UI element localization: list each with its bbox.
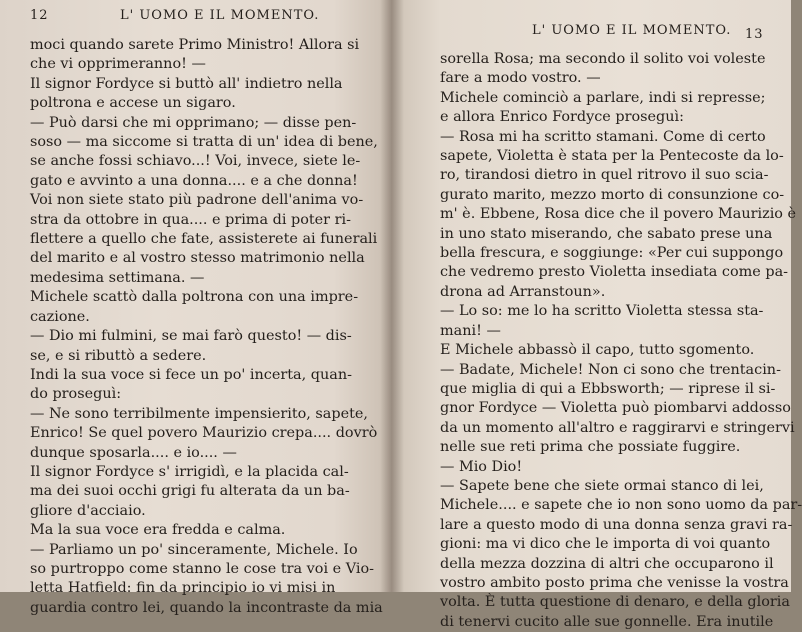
text-line: lare a questo modo di una donna senza gravi ra-	[440, 516, 793, 533]
text-line: e allora Enrico Fordyce proseguì:	[440, 109, 684, 126]
page-number-left: 12	[30, 8, 49, 23]
text-line: letta Hatfield: fin da principio io vi misi in	[30, 580, 336, 597]
text-line: Voi non siete stato più padrone dell'anima vo-	[30, 192, 364, 209]
text-line: medesima settimana. —	[30, 269, 205, 286]
text-line: gliore d'acciaio.	[30, 502, 146, 519]
text-line: m' è. Ebbene, Rosa dice che il povero Maurizio è	[440, 206, 797, 223]
text-line: — Può darsi che mi opprimano; — disse pen-	[30, 114, 357, 131]
text-line: moci quando sarete Primo Ministro! Allora si	[30, 37, 360, 53]
text-line: in uno stato miserando, che sabato prese una	[440, 225, 773, 242]
running-head-left: L' UOMO E IL MOMENTO.	[120, 8, 320, 23]
text-line: stra da ottobre in qua.... e prima di poter ri-	[30, 211, 351, 228]
text-line: gurato marito, mezzo morto di consunzione co-	[440, 186, 785, 203]
text-line: guardia contro lei, quando la incontraste da mia	[30, 599, 383, 616]
text-line: dunque sposarla.... e io.... —	[30, 444, 237, 461]
right-page-text	[440, 50, 802, 632]
text-line: se anche fossi schiavo...! Voi, invece, siete le-	[30, 153, 361, 170]
text-line: que miglia di qui a Ebbsworth; — riprese il si-	[440, 380, 776, 397]
text-line: soso — ma siccome si tratta di un' idea di bene,	[30, 134, 378, 151]
text-line: se, e si ributtò a sedere.	[30, 347, 207, 364]
text-line: Ma la sua voce era fredda e calma.	[30, 522, 286, 539]
text-line: fare a modo vostro. —	[440, 70, 601, 87]
text-line: da un momento all'altro e raggirarvi e stringervi	[440, 419, 795, 436]
text-line: gato e avvinto a una donna.... e a che donna!	[30, 172, 358, 189]
text-line: sorella Rosa; ma secondo il solito voi voleste	[440, 51, 766, 67]
right-page	[392, 0, 802, 630]
text-line: — Dio mi fulmini, se mai farò questo! — dis-	[30, 328, 352, 345]
text-line: Michele scattò dalla poltrona con una impre-	[30, 289, 359, 306]
text-line: gnor Fordyce — Violetta può piombarvi addosso	[440, 400, 791, 417]
text-line: Il signor Fordyce s' irrigidì, e la placida cal-	[30, 463, 349, 480]
text-line: flettere a quello che fate, assisterete ai funerali	[30, 231, 378, 248]
left-page	[0, 0, 392, 616]
text-line: so purtroppo come stanno le cose tra voi e Vio-	[30, 560, 374, 577]
text-line: poltrona e accese un sigaro.	[30, 95, 236, 112]
text-line: che vedremo presto Violetta insediata come pa-	[440, 264, 789, 281]
text-line: Michele cominciò a parlare, indi si represse;	[440, 89, 766, 106]
running-head-right: L' UOMO E IL MOMENTO.	[532, 23, 732, 38]
text-line: — Badate, Michele! Non ci sono che trentacin-	[440, 361, 781, 378]
text-line: vostro ambito posto prima che venisse la vostra	[440, 574, 789, 591]
text-line: — Parliamo un po' sinceramente, Michele. Io	[30, 541, 358, 558]
text-line: ma dei suoi occhi grigi fu alterata da un ba-	[30, 483, 350, 500]
text-line: — Rosa mi ha scritto stamani. Come di certo	[440, 128, 766, 145]
text-line: che vi opprimeranno! —	[30, 56, 206, 73]
text-line: nelle sue reti prima che possiate fuggire.	[440, 439, 741, 456]
text-line: Michele.... e sapete che io non sono uomo da par-	[440, 497, 802, 514]
page-number-right: 13	[745, 27, 764, 42]
text-line: del marito e al vostro stesso matrimonio nella	[30, 250, 365, 267]
text-line: drona ad Arranstoun».	[440, 283, 606, 300]
text-line: — Mio Dio!	[440, 458, 523, 475]
text-line: di tenervi cucito alle sue gonnelle. Era inutile	[440, 613, 774, 630]
text-line: volta. È tutta questione di denaro, e della gloria	[440, 594, 790, 611]
text-line: do proseguì:	[30, 386, 122, 403]
text-line: della mezza dozzina di altri che occuparono il	[440, 555, 774, 572]
text-line: cazione.	[30, 308, 90, 325]
text-line: sapete, Violetta è stata per la Pentecoste da lo-	[440, 148, 784, 165]
left-page-text	[30, 36, 383, 618]
text-line: — Lo so: me lo ha scritto Violetta stessa sta-	[440, 303, 764, 320]
text-line: ro, tirandosi dietro in quel ritrovo il suo scia-	[440, 167, 769, 184]
text-line: Enrico! Se quel povero Maurizio crepa.... dovrò	[30, 425, 378, 442]
text-line: Il signor Fordyce si buttò all' indietro nella	[30, 75, 343, 92]
text-line: E Michele abbassò il capo, tutto sgomento.	[440, 342, 755, 359]
text-line: bella frescura, e soggiunge: «Per cui suppongo	[440, 245, 784, 262]
text-line: gioni: ma vi dico che le importa di voi quanto	[440, 536, 771, 553]
book-gutter	[380, 0, 404, 592]
text-line: — Sapete bene che siete ormai stanco di lei,	[440, 477, 764, 494]
text-line: — Ne sono terribilmente impensierito, sapete,	[30, 405, 368, 422]
text-line: mani! —	[440, 322, 501, 339]
text-line: Indi la sua voce si fece un po' incerta, quan-	[30, 366, 352, 383]
